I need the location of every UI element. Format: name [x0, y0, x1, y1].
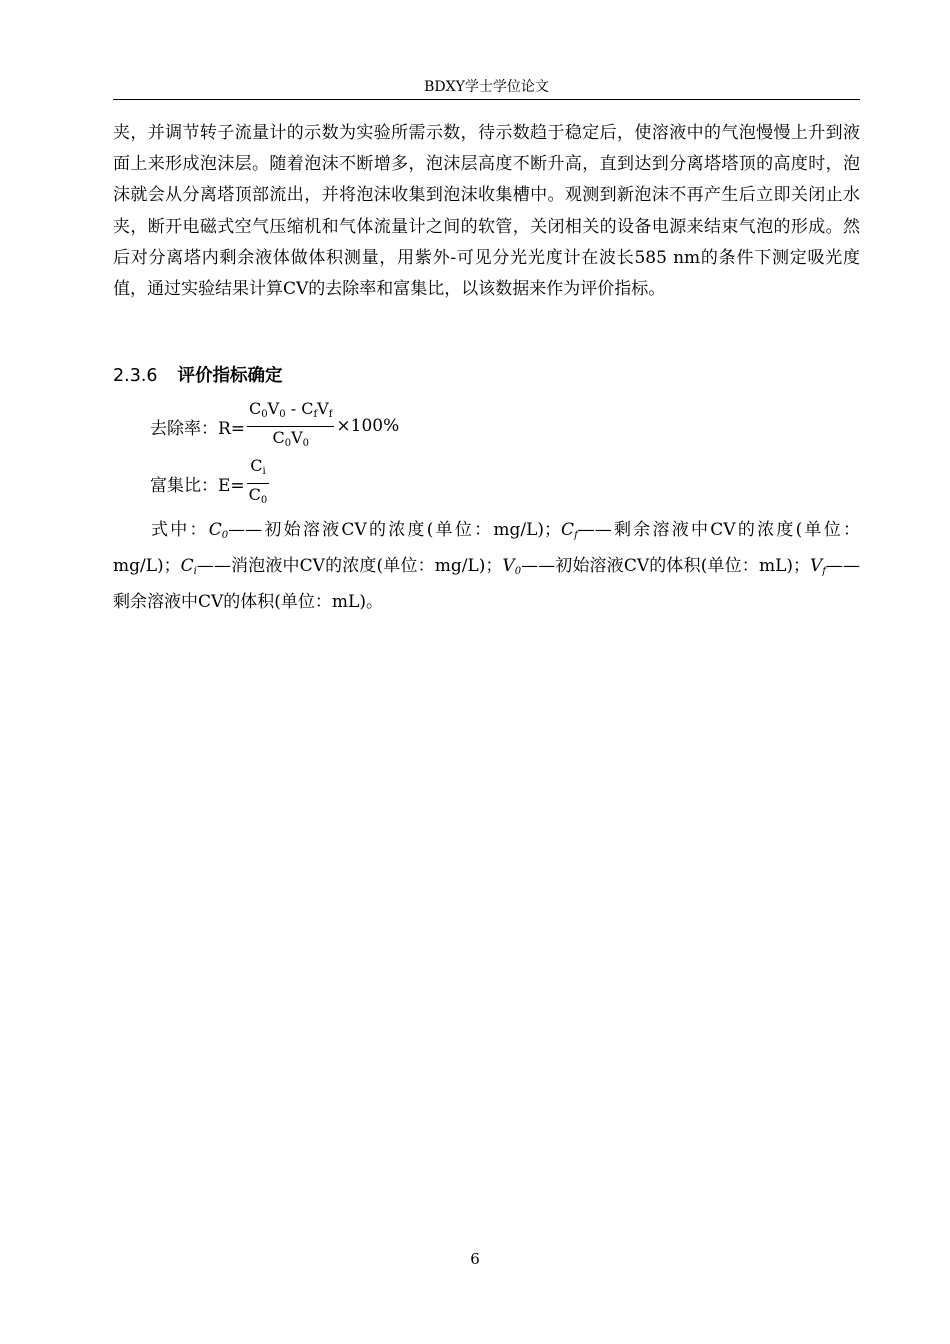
fraction	[247, 455, 270, 512]
formula-label: 富集比：E=	[150, 475, 245, 496]
formula-suffix: ×100%	[336, 416, 400, 436]
page-number: 6	[470, 1250, 480, 1268]
section-title: 评价指标确定	[177, 366, 283, 386]
removal-rate-formula	[150, 398, 399, 454]
running-header: BDXY学士学位论文	[424, 79, 549, 95]
section-number: 2.3.6	[113, 366, 158, 386]
variable-definitions: 式中：$C_0——$初始溶液CV的浓度(单位：mg/L)；$C_f——$剩余溶液中CV的浓度(单位：mg/L)；$C_i——$消泡液中CV的浓度(单位：mg/L)；$V_0——$初始溶液CV的体积(单位：mL)；$V_f——$剩余溶液中CV的体积(单位：mL)。	[113, 520, 860, 613]
fraction-denominator: $C_0$	[248, 484, 268, 506]
fraction-numerator: $C_i$	[250, 455, 266, 477]
enrichment-ratio-formula	[150, 456, 271, 510]
formula-label: 去除率：R=	[150, 418, 246, 439]
header-divider	[113, 99, 860, 100]
fraction-denominator: $C_0V_0$	[272, 427, 309, 449]
fraction	[247, 398, 334, 455]
fraction-numerator: $C_0V_0 - C_fV_f$	[249, 398, 333, 420]
body-paragraph: 夹，并调节转子流量计的示数为实验所需示数，待示数趋于稳定后，使溶液中的气泡慢慢上升到液面上来形成泡沫层。随着泡沫不断增多，泡沫层高度不断升高，直到达到分离塔塔顶的高度时，泡沫就会从分离塔顶部流出，并将泡沫收集到泡沫收集槽中。观测到新泡沫不再产生后立即关闭止水夹，断开电磁式空气压缩机和气体流量计之间的软管，关闭相关的设备电源来结束气泡的形成。然后对分离塔内剩余液体做体积测量，用紫外-可见分光光度计在波长585 nm的条件下测定吸光度值，通过实验结果计算CV的去除率和富集比，以该数据来作为评价指标。	[113, 123, 860, 300]
section-heading	[113, 362, 283, 390]
